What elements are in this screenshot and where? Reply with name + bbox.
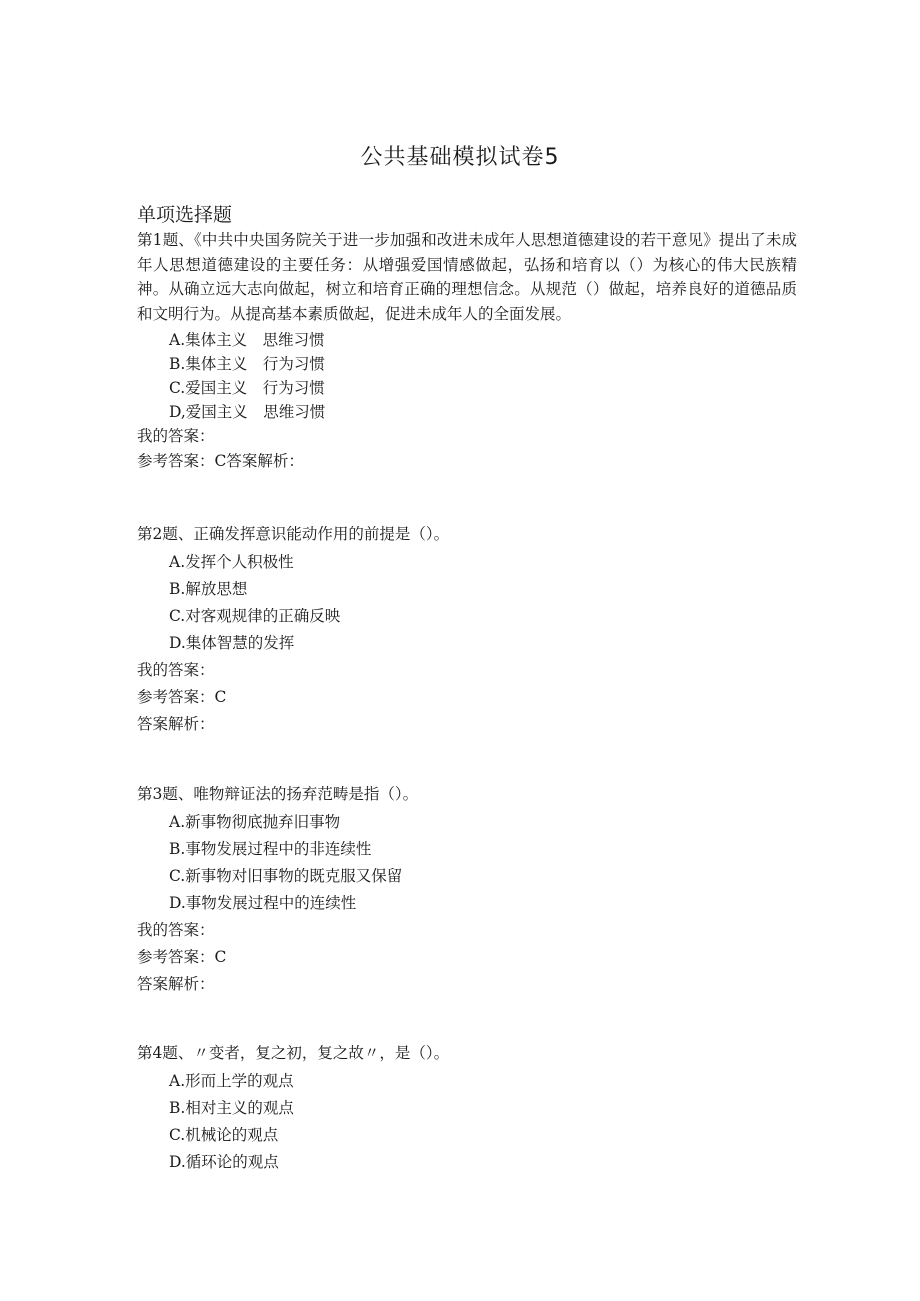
document-title: 公共基础模拟试卷5 [360, 145, 560, 170]
my-answer: 我的答案： [137, 427, 215, 445]
reference-answer: 参考答案：C [137, 947, 227, 966]
option-d: D.事物发展过程中的连续性 [169, 893, 357, 912]
option-list [169, 809, 797, 917]
reference-answer: 参考答案：C答案解析： [137, 452, 304, 470]
option-c: C.机械论的观点 [169, 1125, 279, 1144]
section-heading: 单项选择题 [137, 204, 233, 226]
question-3 [137, 782, 797, 998]
question-1 [137, 228, 797, 474]
option-a: A.形而上学的观点 [169, 1071, 294, 1090]
option-list [169, 1068, 797, 1176]
option-a: A.发挥个人积极性 [169, 552, 294, 571]
option-d: D.循环论的观点 [169, 1152, 279, 1171]
question-stem: 第1题、《中共中央国务院关于进一步加强和改进未成年人思想道德建设的若干意见》提出了未成年人思想道德建设的主要任务：从增强爱国情感做起，弘扬和培育以（）为核心的伟大民族精神。从确立远大志向做起，树立和培育正确的理想信念。从规范（）做起，培养良好的道德品质和文明行为。从提高基本素质做起，促进未成年人的全面发展。 [137, 231, 797, 323]
option-b: B.解放思想 [169, 579, 248, 598]
option-c: C.爱国主义 行为习惯 [169, 379, 325, 397]
question-2 [137, 522, 797, 738]
option-a: A.集体主义 思维习惯 [169, 331, 325, 349]
option-b: B.事物发展过程中的非连续性 [169, 839, 372, 858]
question-stem: 第4题、〃变者，复之初，复之故〃，是（）。 [137, 1044, 450, 1062]
option-c: C.新事物对旧事物的既克服又保留 [169, 866, 403, 885]
question-4 [137, 1041, 797, 1176]
option-d: D.集体智慧的发挥 [169, 633, 295, 652]
option-list [169, 549, 797, 657]
answer-analysis: 答案解析： [137, 714, 215, 733]
option-c: C.对客观规律的正确反映 [169, 606, 341, 625]
question-stem: 第3题、唯物辩证法的扬弃范畴是指（）。 [137, 785, 419, 803]
option-b: B.集体主义 行为习惯 [169, 355, 325, 373]
my-answer: 我的答案： [137, 660, 215, 679]
option-list [169, 328, 797, 424]
answer-analysis: 答案解析： [137, 974, 215, 993]
question-stem: 第2题、正确发挥意识能动作用的前提是（）。 [137, 525, 450, 543]
option-d: D,爱国主义 思维习惯 [169, 403, 326, 421]
reference-answer: 参考答案：C [137, 687, 227, 706]
my-answer: 我的答案： [137, 920, 215, 939]
option-b: B.相对主义的观点 [169, 1098, 294, 1117]
option-a: A.新事物彻底抛弃旧事物 [169, 812, 341, 831]
